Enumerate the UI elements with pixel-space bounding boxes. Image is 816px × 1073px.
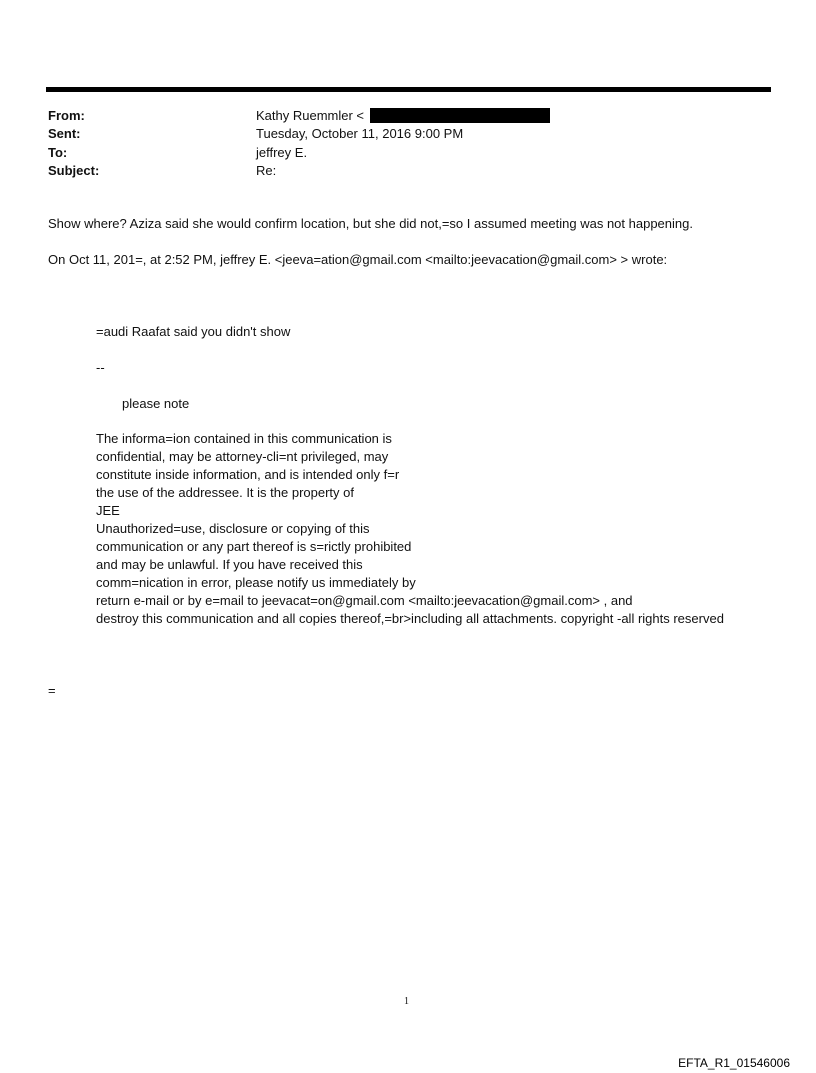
disclaimer-line: communication or any part thereof is s=rictly prohibited (96, 539, 412, 554)
subject-value: Re: (256, 163, 277, 178)
redaction-block (370, 108, 550, 123)
disclaimer-line: constitute inside information, and is intended only f=r (96, 467, 400, 482)
disclaimer-line: return e-mail or by e=mail to jeevacat=on@gmail.com <mailto:jeevacation@gmail.com> , and (96, 593, 633, 608)
from-label: From: (48, 108, 85, 123)
quote-intro: On Oct 11, 201=, at 2:52 PM, jeffrey E. <jeeva=ation@gmail.com <mailto:jeevacation@gmail.com> > wrote: (48, 252, 668, 267)
signature-separator: -- (96, 360, 105, 375)
disclaimer-line: JEE (96, 503, 120, 518)
disclaimer-line: the use of the addressee. It is the property of (96, 485, 354, 500)
to-label: To: (48, 145, 68, 160)
subject-label: Subject: (48, 163, 100, 178)
page-number: 1 (404, 996, 409, 1007)
sent-value: Tuesday, October 11, 2016 9:00 PM (256, 126, 464, 141)
disclaimer-line: destroy this communication and all copies thereof,=br>including all attachments. copyright -all rights reserved (96, 611, 724, 626)
top-rule (46, 87, 771, 92)
disclaimer-line: The informa=ion contained in this communication is (96, 431, 392, 446)
to-value: jeffrey E. (256, 145, 308, 160)
from-name: Kathy Ruemmler < (256, 108, 365, 123)
disclaimer-line: and may be unlawful. If you have received this (96, 557, 363, 572)
document-id: EFTA_R1_01546006 (678, 1056, 790, 1070)
from-value (256, 108, 550, 124)
disclaimer-line: Unauthorized=use, disclosure or copying of this (96, 521, 370, 536)
please-note: please note (122, 396, 190, 411)
disclaimer-line: comm=nication in error, please notify us immediately by (96, 575, 416, 590)
disclaimer-line: confidential, may be attorney-cli=nt privileged, may (96, 449, 389, 464)
quoted-message: =audi Raafat said you didn't show (96, 324, 291, 339)
reply-text: Show where? Aziza said she would confirm location, but she did not,=so I assumed meeting was not happening. (48, 216, 693, 231)
trailing-equals: = (48, 683, 56, 698)
sent-label: Sent: (48, 126, 81, 141)
